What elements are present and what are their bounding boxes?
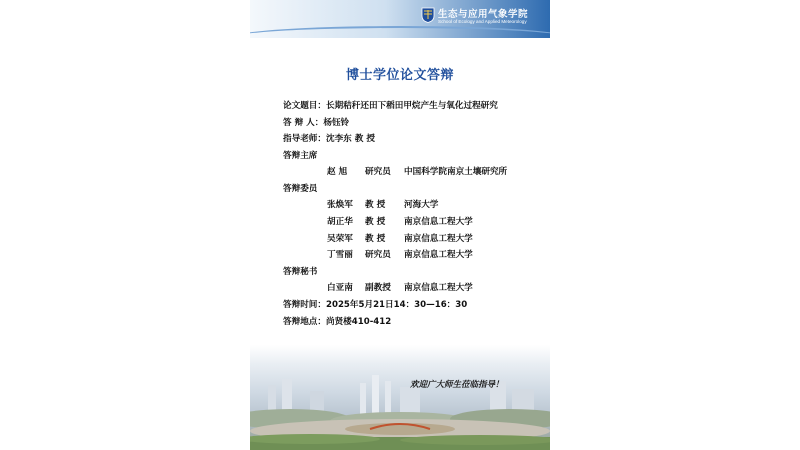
committee-member-affiliation: 河海大学 <box>404 200 439 210</box>
committee-member-title: 教 授 <box>365 217 386 227</box>
time-value: 2025年5月21日14：30—16：30 <box>325 300 468 310</box>
committee-member-name: 吴荣军 <box>327 234 353 244</box>
thesis-label: 论文题目： <box>283 101 326 111</box>
school-name-en: School of Ecology and Applied Meteorology <box>438 19 527 24</box>
committee-member-title: 教 授 <box>365 200 386 210</box>
place-label: 答辩地点： <box>283 317 326 327</box>
place-value: 尚贤楼410-412 <box>325 317 392 327</box>
header-banner <box>250 0 550 38</box>
chair-heading: 答辩主席 <box>283 151 318 161</box>
time-label: 答辩时间： <box>283 300 326 310</box>
secretary-name: 白亚南 <box>327 283 353 293</box>
defender-value: 杨钰铃 <box>323 118 350 128</box>
thesis-value: 长期秸秆还田下稻田甲烷产生与氧化过程研究 <box>325 101 498 111</box>
committee-member-affiliation: 南京信息工程大学 <box>404 217 473 227</box>
place-line <box>283 317 391 327</box>
committee-heading: 答辩委员 <box>283 184 318 194</box>
advisor-value: 沈李东 教 授 <box>325 134 375 144</box>
defender-label: 答 辩 人： <box>283 118 324 128</box>
defense-poster <box>250 0 550 450</box>
chair-affiliation: 中国科学院南京土壤研究所 <box>404 167 508 177</box>
chair-name: 赵 旭 <box>327 167 348 177</box>
committee-member-name: 丁雪丽 <box>327 250 353 260</box>
defender-line <box>283 118 349 128</box>
committee-member-affiliation: 南京信息工程大学 <box>404 250 473 260</box>
secretary-affiliation: 南京信息工程大学 <box>404 283 473 293</box>
advisor-label: 指导老师： <box>283 134 326 144</box>
welcome-text: 欢迎广大师生莅临指导！ <box>410 380 504 390</box>
committee-member-title: 教 授 <box>365 234 386 244</box>
campus-photo <box>250 345 550 450</box>
committee-member-name: 胡正华 <box>327 217 353 227</box>
header-swoosh <box>250 26 550 50</box>
secretary-heading: 答辩秘书 <box>283 267 318 277</box>
committee-member-affiliation: 南京信息工程大学 <box>404 234 473 244</box>
advisor-line <box>283 134 375 144</box>
school-crest-icon <box>421 7 435 23</box>
campus-scene-illustration <box>250 345 550 450</box>
thesis-line <box>283 101 498 111</box>
time-line <box>283 300 467 310</box>
committee-member-title: 研究员 <box>365 250 391 260</box>
school-name-cn: 生态与应用气象学院 <box>438 9 529 20</box>
secretary-title: 副教授 <box>365 283 391 293</box>
committee-member-name: 张焕军 <box>327 200 353 210</box>
page-title: 博士学位论文答辩 <box>345 68 454 83</box>
chair-title: 研究员 <box>365 167 391 177</box>
